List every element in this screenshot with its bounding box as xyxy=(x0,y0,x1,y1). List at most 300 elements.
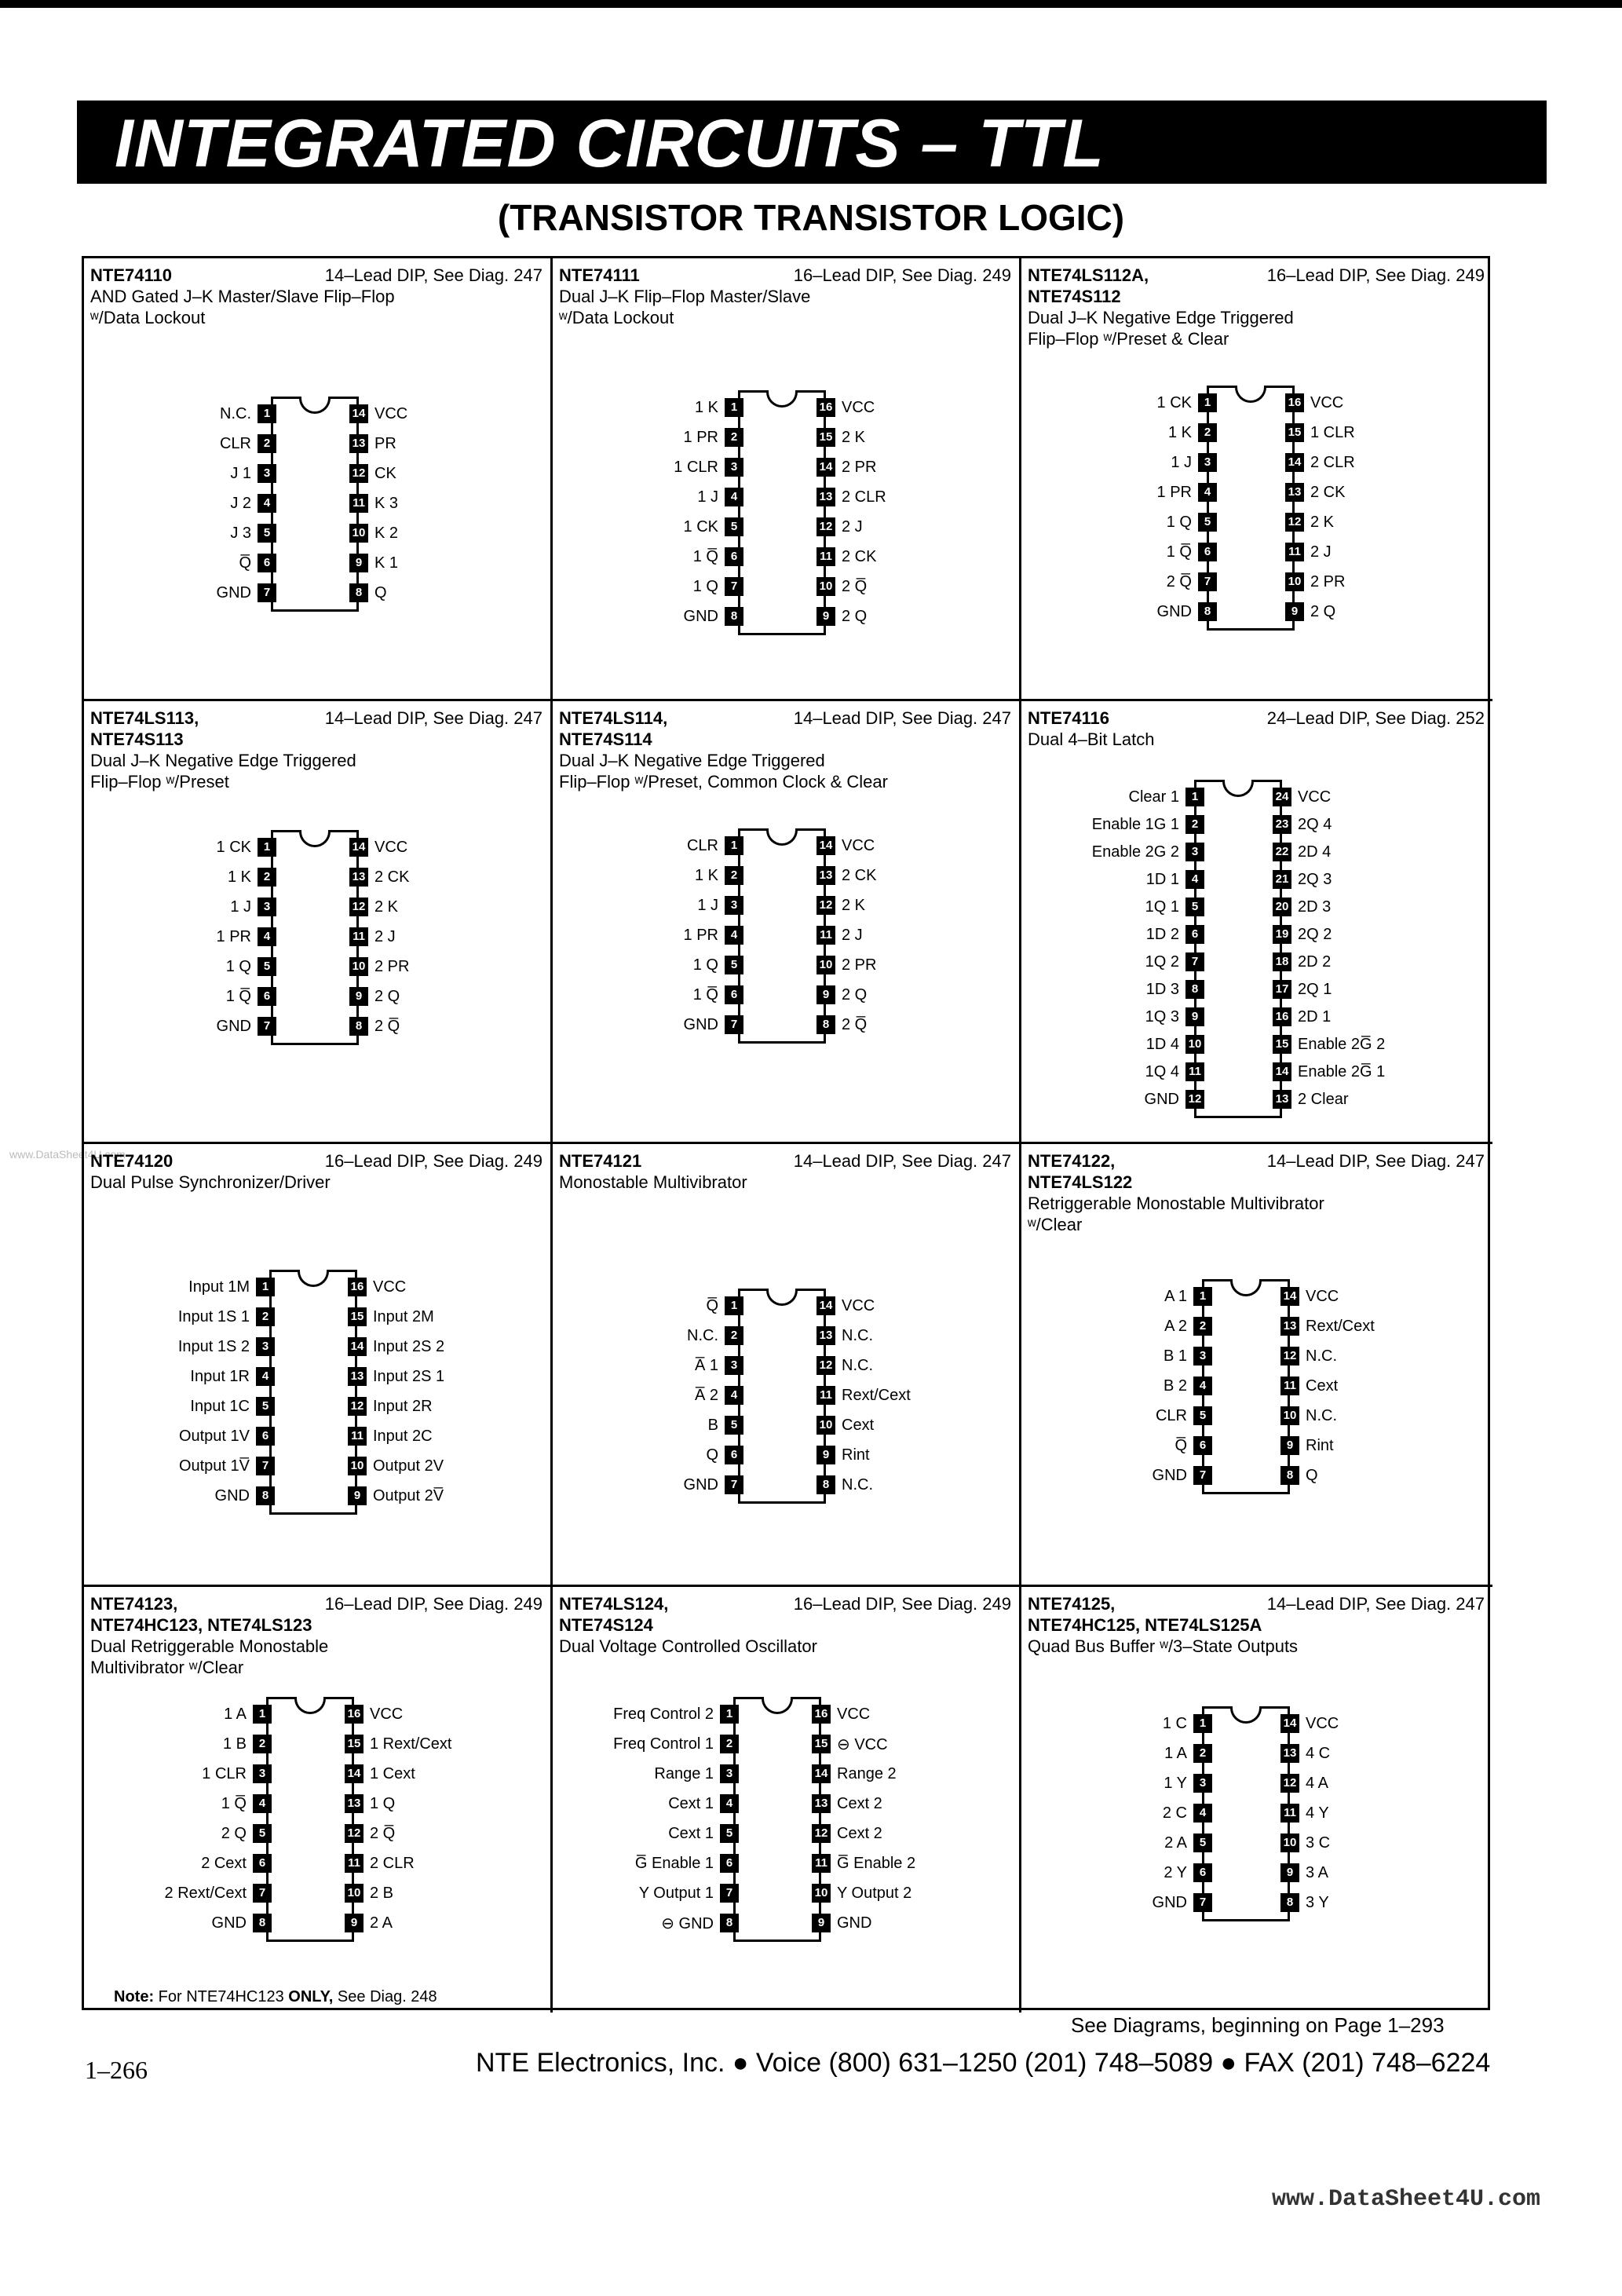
pin-label: GND xyxy=(683,1015,718,1033)
pin-left xyxy=(1139,898,1204,916)
pin-label: Q̅ xyxy=(239,554,251,572)
note-bold: ONLY, xyxy=(288,1988,334,2005)
pin-left xyxy=(678,428,743,447)
pin-right xyxy=(345,1735,458,1753)
ic-header xyxy=(559,707,1011,792)
pin-label: N.C. xyxy=(220,404,251,422)
pin-right xyxy=(816,956,882,974)
alt-part-number: NTE74S113 xyxy=(90,729,184,749)
pin-number: 13 xyxy=(348,1367,367,1386)
pin-right xyxy=(1280,1406,1343,1425)
pin-number: 10 xyxy=(349,524,368,543)
pin-number: 20 xyxy=(1273,898,1291,916)
pin-right xyxy=(1285,483,1351,502)
pin-right xyxy=(816,458,882,477)
pin-right xyxy=(1273,788,1337,806)
pin-label: Enable 2G̅ 2 xyxy=(1298,1035,1386,1053)
pin-number: 8 xyxy=(256,1486,275,1505)
pin-right xyxy=(816,607,873,626)
ic-header xyxy=(1028,1150,1485,1235)
pin-right xyxy=(812,1824,889,1843)
pin-left xyxy=(700,1446,743,1464)
pin-right xyxy=(1285,602,1342,621)
pin-right xyxy=(816,1015,873,1034)
pin-right xyxy=(1273,1062,1391,1081)
pin-number: 5 xyxy=(253,1824,272,1843)
note-suffix: See Diag. 248 xyxy=(337,1988,437,2005)
pin-number: 10 xyxy=(345,1884,363,1903)
pin-number: 14 xyxy=(345,1764,363,1783)
pin-number: 12 xyxy=(349,898,368,916)
pin-right xyxy=(348,1337,451,1356)
ic-header xyxy=(1028,1593,1485,1657)
pin-right xyxy=(816,985,873,1004)
pin-label: B 2 xyxy=(1163,1377,1187,1395)
description-line: Flip–Flop ʷ/Preset xyxy=(90,772,229,792)
pin-left xyxy=(1157,1863,1212,1882)
pin-right xyxy=(816,1386,917,1405)
pin-right xyxy=(816,547,882,566)
pin-label: 2 Q xyxy=(842,985,868,1004)
cell-note xyxy=(114,1988,437,2006)
pin-left xyxy=(691,488,743,506)
pin-number: 24 xyxy=(1273,788,1291,806)
pin-right xyxy=(348,1278,412,1296)
pin-number: 9 xyxy=(345,1914,363,1932)
pin-right xyxy=(1273,980,1338,999)
pin-label: 2 PR xyxy=(1310,572,1346,590)
contact-line: NTE Electronics, Inc. ● Voice (800) 631–1250 (201) 748–5089 ● FAX (201) 748–6224 xyxy=(476,2048,1491,2078)
pin-label: GND xyxy=(211,1914,247,1932)
pin-label: 1 Q̅ xyxy=(692,547,718,565)
package-info: 24–Lead DIP, See Diag. 252 xyxy=(1266,708,1485,728)
part-number: NTE74LS113, xyxy=(90,708,199,728)
pin-left xyxy=(689,398,743,417)
pin-left xyxy=(210,838,276,857)
pin-label: GND xyxy=(1156,602,1192,620)
pin-label: 2 K xyxy=(1310,513,1335,531)
pin-number: 4 xyxy=(725,926,743,945)
pin-label: VCC xyxy=(373,1278,407,1296)
pin-number: 16 xyxy=(345,1705,363,1724)
pin-number: 5 xyxy=(256,1397,275,1416)
pin-number: 15 xyxy=(816,428,835,447)
pin-right xyxy=(349,524,404,543)
alt-part-number: NTE74S124 xyxy=(559,1615,653,1635)
pin-left xyxy=(689,866,743,885)
part-number: NTE74123, xyxy=(90,1594,178,1614)
pin-left xyxy=(1140,870,1204,889)
pin-number: 3 xyxy=(258,464,276,483)
pin-right xyxy=(816,1416,880,1435)
description-line: Flip–Flop ʷ/Preset & Clear xyxy=(1028,329,1229,349)
pin-label: GND xyxy=(683,1475,718,1493)
pin-right xyxy=(349,927,402,946)
part-number: NTE74111 xyxy=(559,265,640,285)
pin-label: N.C. xyxy=(842,1326,873,1344)
part-number: NTE74116 xyxy=(1028,708,1109,728)
pin-left xyxy=(629,1854,739,1873)
alt-part-number: NTE74S112 xyxy=(1028,287,1121,306)
pin-number: 14 xyxy=(812,1764,831,1783)
pin-label: A 1 xyxy=(1164,1287,1187,1305)
pin-left xyxy=(1151,483,1217,502)
pin-number: 3 xyxy=(725,458,743,477)
pin-left xyxy=(633,1884,739,1903)
pin-label: VCC xyxy=(837,1705,871,1723)
pin-right xyxy=(348,1397,439,1416)
pin-number: 7 xyxy=(258,1017,276,1036)
pin-label: 3 Y xyxy=(1306,1893,1329,1911)
subtitle: (TRANSISTOR TRANSISTOR LOGIC) xyxy=(497,197,1125,238)
pin-number: 4 xyxy=(258,927,276,946)
pin-number: 6 xyxy=(1185,925,1204,944)
pin-number: 13 xyxy=(1280,1317,1299,1336)
pin-right xyxy=(348,1486,450,1505)
pin-label: Y Output 1 xyxy=(638,1884,714,1902)
pin-label: N.C. xyxy=(1306,1347,1337,1365)
pin-number: 3 xyxy=(1185,843,1204,861)
pin-right xyxy=(1280,1774,1335,1793)
pin-number: 4 xyxy=(256,1367,275,1386)
pin-number: 4 xyxy=(1198,483,1217,502)
pin-label: 1 A xyxy=(224,1705,247,1723)
package-info: 16–Lead DIP, See Diag. 249 xyxy=(1266,265,1485,285)
pin-number: 11 xyxy=(345,1854,363,1873)
package-info: 14–Lead DIP, See Diag. 247 xyxy=(793,1151,1011,1171)
pin-number: 22 xyxy=(1273,843,1291,861)
pin-label: Input 1R xyxy=(190,1367,250,1385)
pin-right xyxy=(812,1854,922,1873)
pin-left xyxy=(607,1705,739,1724)
pin-right xyxy=(1285,423,1361,442)
pin-right xyxy=(816,926,869,945)
pin-label: 1 Q xyxy=(1166,513,1192,531)
pin-label: Cext 1 xyxy=(668,1794,714,1812)
pin-number: 5 xyxy=(258,957,276,976)
dip-package xyxy=(733,1697,821,1942)
pin-label: Input 2R xyxy=(373,1397,433,1415)
pin-label: GND xyxy=(214,1486,250,1504)
pin-number: 8 xyxy=(720,1914,739,1932)
pin-number: 18 xyxy=(1273,952,1291,971)
pin-label: 1 Q̅ xyxy=(221,1794,247,1812)
ic-header xyxy=(559,1593,1011,1657)
pin-label: VCC xyxy=(1298,788,1332,806)
pin-number: 3 xyxy=(258,898,276,916)
pin-label: 1 Rext/Cext xyxy=(370,1735,452,1753)
pin-number: 7 xyxy=(725,1475,743,1494)
dip-package xyxy=(271,830,359,1045)
pin-right xyxy=(1280,1436,1340,1455)
pin-label: 2 CK xyxy=(374,868,410,886)
pin-left xyxy=(678,1015,743,1034)
dip-package xyxy=(738,390,826,635)
pin-left xyxy=(220,987,276,1006)
part-number: NTE74125, xyxy=(1028,1594,1116,1614)
pin-right xyxy=(812,1914,878,1932)
top-rule xyxy=(0,0,1622,8)
part-number: NTE74LS124, xyxy=(559,1594,669,1614)
pin-left xyxy=(195,1854,272,1873)
pin-label: Q xyxy=(706,1446,718,1464)
pin-left xyxy=(209,1486,275,1505)
pin-label: 1D 4 xyxy=(1145,1035,1179,1053)
pin-label: 2 J xyxy=(842,517,863,536)
pin-right xyxy=(345,1705,409,1724)
pin-number: 1 xyxy=(1185,788,1204,806)
pin-number: 11 xyxy=(816,926,835,945)
pin-label: 2 Q̅ xyxy=(1166,572,1192,590)
pin-right xyxy=(1285,453,1361,472)
pin-label: Cext 2 xyxy=(837,1794,882,1812)
pin-label: 1 PR xyxy=(683,926,718,944)
pin-left xyxy=(1146,1466,1212,1485)
pin-left xyxy=(689,1356,743,1375)
pin-number: 16 xyxy=(816,398,835,417)
pin-right xyxy=(1285,572,1351,591)
pin-number: 13 xyxy=(816,866,835,885)
pin-label: 1Q 1 xyxy=(1145,898,1179,916)
ic-header xyxy=(90,1593,542,1678)
pin-number: 9 xyxy=(1280,1436,1299,1455)
pin-number: 9 xyxy=(816,985,835,1004)
pin-number: 1 xyxy=(258,404,276,423)
pin1-notch xyxy=(1235,386,1266,403)
pin-label: 1Q 2 xyxy=(1145,952,1179,971)
pin-label: G̅ Enable 2 xyxy=(837,1854,916,1872)
pin-number: 7 xyxy=(253,1884,272,1903)
pin-number: 9 xyxy=(1285,602,1304,621)
pin-right xyxy=(1273,1090,1354,1109)
pin-label: Clear 1 xyxy=(1128,788,1179,806)
package-info: 16–Lead DIP, See Diag. 249 xyxy=(793,1594,1011,1614)
pin-label: PR xyxy=(374,434,396,452)
pin-label: Q xyxy=(374,583,387,601)
pin-left xyxy=(662,1824,739,1843)
pin-left xyxy=(1139,1007,1204,1026)
pin-left xyxy=(655,1914,739,1932)
pin-label: Cext xyxy=(1306,1377,1339,1395)
pin-label: N.C. xyxy=(1306,1406,1337,1424)
pin-number: 14 xyxy=(1285,453,1304,472)
pin-left xyxy=(700,1296,743,1315)
pin-label: 3 C xyxy=(1306,1834,1331,1852)
pin-label: 3 A xyxy=(1306,1863,1328,1881)
side-watermark: www.DataSheet4U.com xyxy=(9,1148,126,1161)
pin-left xyxy=(1157,1347,1212,1366)
pin-number: 5 xyxy=(1193,1406,1212,1425)
pin-label: Rint xyxy=(1306,1436,1334,1454)
pin-left xyxy=(678,1475,743,1494)
pin-left xyxy=(662,1794,739,1813)
pin-number: 11 xyxy=(348,1427,367,1446)
pin-label: Enable 1G 1 xyxy=(1091,815,1179,833)
pin-left xyxy=(687,547,743,566)
pin-number: 12 xyxy=(1285,513,1304,532)
pin-number: 2 xyxy=(725,428,743,447)
page-number: 1–266 xyxy=(85,2056,148,2084)
pin-label: VCC xyxy=(842,398,875,416)
pin-label: ⊖ VCC xyxy=(837,1735,888,1753)
pin-number: 1 xyxy=(720,1705,739,1724)
pin-right xyxy=(345,1914,399,1932)
description-line: Dual Pulse Synchronizer/Driver xyxy=(90,1172,331,1192)
pin-number: 2 xyxy=(1193,1744,1212,1763)
pin-left xyxy=(678,607,743,626)
pin-label: A̅ 1 xyxy=(694,1356,718,1374)
pin-right xyxy=(1280,1834,1336,1852)
see-diagrams-note: See Diagrams, beginning on Page 1–293 xyxy=(1071,2013,1445,2037)
pin-number: 11 xyxy=(1285,543,1304,561)
pin-label: K 1 xyxy=(374,554,399,572)
dip-package xyxy=(1202,1706,1290,1921)
pin-label: Input 2S 1 xyxy=(373,1367,445,1385)
pin-label: Output 1V xyxy=(178,1427,250,1445)
description-line: AND Gated J–K Master/Slave Flip–Flop xyxy=(90,287,395,306)
pin-label: 1 J xyxy=(230,898,251,916)
pin-number: 1 xyxy=(725,398,743,417)
pin-left xyxy=(1086,815,1204,834)
pin-number: 10 xyxy=(348,1457,367,1475)
pin-number: 12 xyxy=(816,896,835,915)
pin-number: 2 xyxy=(725,866,743,885)
pin-label: 1 CLR xyxy=(674,458,718,476)
pin-number: 12 xyxy=(816,517,835,536)
pin-label: 2 Q̅ xyxy=(842,1015,868,1033)
pin-number: 5 xyxy=(725,956,743,974)
pin-number: 11 xyxy=(349,927,368,946)
pin-label: 1 Y xyxy=(1164,1774,1187,1792)
pin-label: 2Q 3 xyxy=(1298,870,1332,888)
dip-package xyxy=(738,828,826,1044)
pin-left xyxy=(681,1326,743,1345)
pin-right xyxy=(349,987,406,1006)
pin-number: 13 xyxy=(816,1326,835,1345)
pin-label: 2 Q̅ xyxy=(842,577,868,595)
pin-label: VCC xyxy=(370,1705,404,1723)
pin-number: 10 xyxy=(1280,1406,1299,1425)
pin-number: 14 xyxy=(349,404,368,423)
pin-number: 7 xyxy=(1198,572,1217,591)
pin-left xyxy=(214,404,276,423)
pin-right xyxy=(1273,1035,1391,1054)
pin-label: 2 PR xyxy=(842,956,877,974)
pin-left xyxy=(1164,453,1217,472)
pin-number: 8 xyxy=(1198,602,1217,621)
pin-label: 1 PR xyxy=(216,927,251,945)
pin1-notch xyxy=(298,1270,329,1287)
pin-right xyxy=(816,488,893,506)
package-info: 16–Lead DIP, See Diag. 249 xyxy=(324,1151,542,1171)
pin-left xyxy=(182,1278,275,1296)
pin-right xyxy=(1280,1744,1336,1763)
pin-left xyxy=(1140,980,1204,999)
ic-cell xyxy=(553,1587,1021,2013)
pin-number: 13 xyxy=(1280,1744,1299,1763)
pin-label: Cext xyxy=(842,1416,875,1434)
pin-number: 14 xyxy=(1273,1062,1291,1081)
pin-label: 2 CLR xyxy=(370,1854,415,1872)
pin-number: 11 xyxy=(349,494,368,513)
pin-number: 3 xyxy=(725,1356,743,1375)
ic-cell xyxy=(553,258,1021,701)
pin-number: 15 xyxy=(1273,1035,1291,1054)
pin-label: Input 1C xyxy=(190,1397,250,1415)
pin-label: Q̅ xyxy=(706,1296,718,1314)
pin-label: 1 A xyxy=(1164,1744,1187,1762)
pin-label: GND xyxy=(1152,1893,1187,1911)
alt-part-number: NTE74LS122 xyxy=(1028,1172,1133,1192)
pin-right xyxy=(349,464,403,483)
description-line: ʷ/Data Lockout xyxy=(559,308,674,327)
pin-number: 11 xyxy=(1280,1377,1299,1395)
pin-number: 23 xyxy=(1273,815,1291,834)
pin-number: 10 xyxy=(349,957,368,976)
pin-number: 12 xyxy=(812,1824,831,1843)
note-text: For NTE74HC123 xyxy=(158,1988,284,2005)
pin-label: CLR xyxy=(219,434,251,452)
pin1-notch xyxy=(1230,1706,1262,1724)
pin-label: GND xyxy=(683,607,718,625)
pin-number: 12 xyxy=(345,1824,363,1843)
pin-number: 7 xyxy=(725,577,743,596)
pin-right xyxy=(812,1735,894,1753)
pin-label: VCC xyxy=(1306,1287,1339,1305)
pin-number: 9 xyxy=(1280,1863,1299,1882)
part-number: NTE74121 xyxy=(559,1151,642,1171)
pin-label: 1 CLR xyxy=(202,1764,247,1782)
pin-label: ⊖ GND xyxy=(661,1914,714,1932)
pin-number: 4 xyxy=(1193,1804,1212,1823)
pin-right xyxy=(349,554,404,572)
pin-right xyxy=(816,836,881,855)
pin-number: 13 xyxy=(349,434,368,453)
pin-left xyxy=(1123,788,1204,806)
pin-number: 9 xyxy=(816,1446,835,1464)
pin-left xyxy=(232,554,276,572)
pin-label: 2D 1 xyxy=(1298,1007,1332,1026)
pin-left xyxy=(210,583,276,602)
pin-number: 8 xyxy=(816,1475,835,1494)
pin-label: G̅ Enable 1 xyxy=(634,1854,714,1872)
pin-label: K 2 xyxy=(374,524,399,542)
pin-left xyxy=(1138,1090,1204,1109)
pin-right xyxy=(1280,1317,1381,1336)
pin-label: 1D 2 xyxy=(1145,925,1179,943)
pin-label: 1 Q xyxy=(692,577,718,595)
pin-number: 6 xyxy=(258,987,276,1006)
pin-left xyxy=(681,836,743,855)
pin-number: 7 xyxy=(1185,952,1204,971)
pin-number: 2 xyxy=(725,1326,743,1345)
pin-right xyxy=(348,1457,450,1475)
pin-label: Input 1M xyxy=(188,1278,250,1296)
pin-left xyxy=(1086,843,1204,861)
ic-grid xyxy=(82,256,1490,2010)
pin-left xyxy=(687,577,743,596)
pin-right xyxy=(816,428,871,447)
pin-label: VCC xyxy=(1310,393,1344,411)
pin1-notch xyxy=(766,828,798,846)
pin-label: 2D 3 xyxy=(1298,898,1332,916)
pin-left xyxy=(220,957,276,976)
pin-label: 2 K xyxy=(842,896,866,914)
ic-cell xyxy=(553,701,1021,1144)
pin-number: 8 xyxy=(725,607,743,626)
pin-label: 4 C xyxy=(1306,1744,1331,1762)
pin-right xyxy=(349,404,414,423)
